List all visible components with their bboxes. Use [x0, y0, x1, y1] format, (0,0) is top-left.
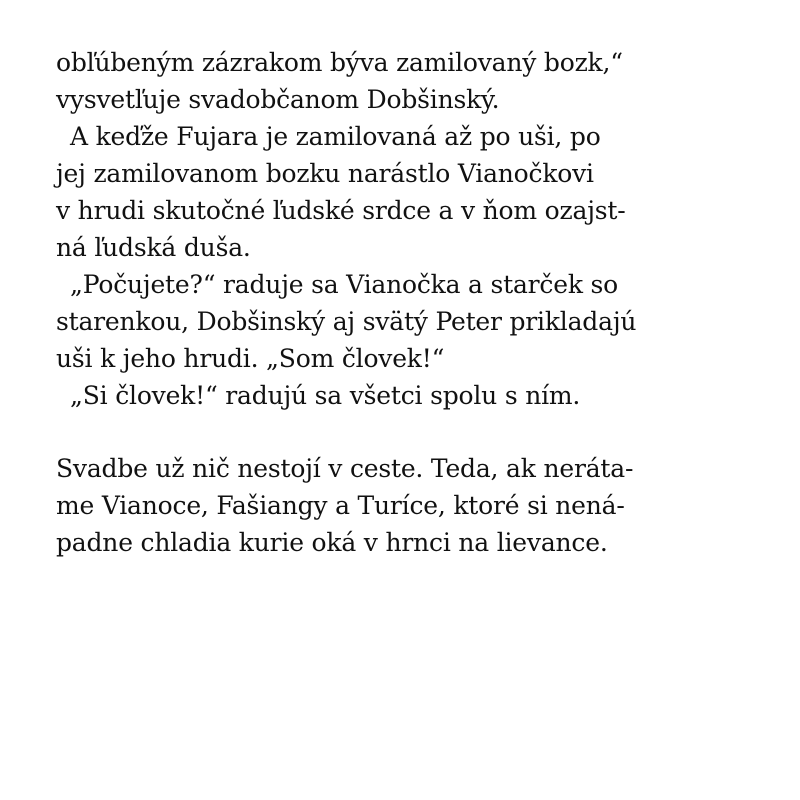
text-line: jej zamilovanom bozku narástlo Vianočkovi — [56, 159, 594, 188]
text-line: starenkou, Dobšinský aj svätý Peter prikladajú — [56, 307, 637, 336]
paragraph-start-line: A keďže Fujara je zamilovaná až po uši, po — [70, 122, 601, 151]
text-line: padne chladia kurie oká v hrnci na lievance. — [56, 528, 608, 557]
text-line: Svadbe už nič nestojí v ceste. Teda, ak neráta- — [56, 454, 634, 483]
text-line: v hrudi skutočné ľudské srdce a v ňom ozajst- — [56, 196, 626, 225]
text-line: ná ľudská duša. — [56, 233, 251, 262]
story-text — [56, 44, 756, 561]
text-line: vysvetľuje svadobčanom Dobšinský. — [56, 85, 500, 114]
text-line: me Vianoce, Fašiangy a Turíce, ktoré si nená- — [56, 491, 625, 520]
paragraph-start-line: „Počujete?“ raduje sa Vianočka a starček so — [70, 270, 618, 299]
paragraph-start-line: „Si človek!“ radujú sa všetci spolu s ním. — [70, 381, 581, 410]
text-line: obľúbeným zázrakom býva zamilovaný bozk,“ — [56, 48, 623, 77]
paragraph-gap — [56, 414, 756, 450]
text-line: uši k jeho hrudi. „Som človek!“ — [56, 344, 445, 373]
